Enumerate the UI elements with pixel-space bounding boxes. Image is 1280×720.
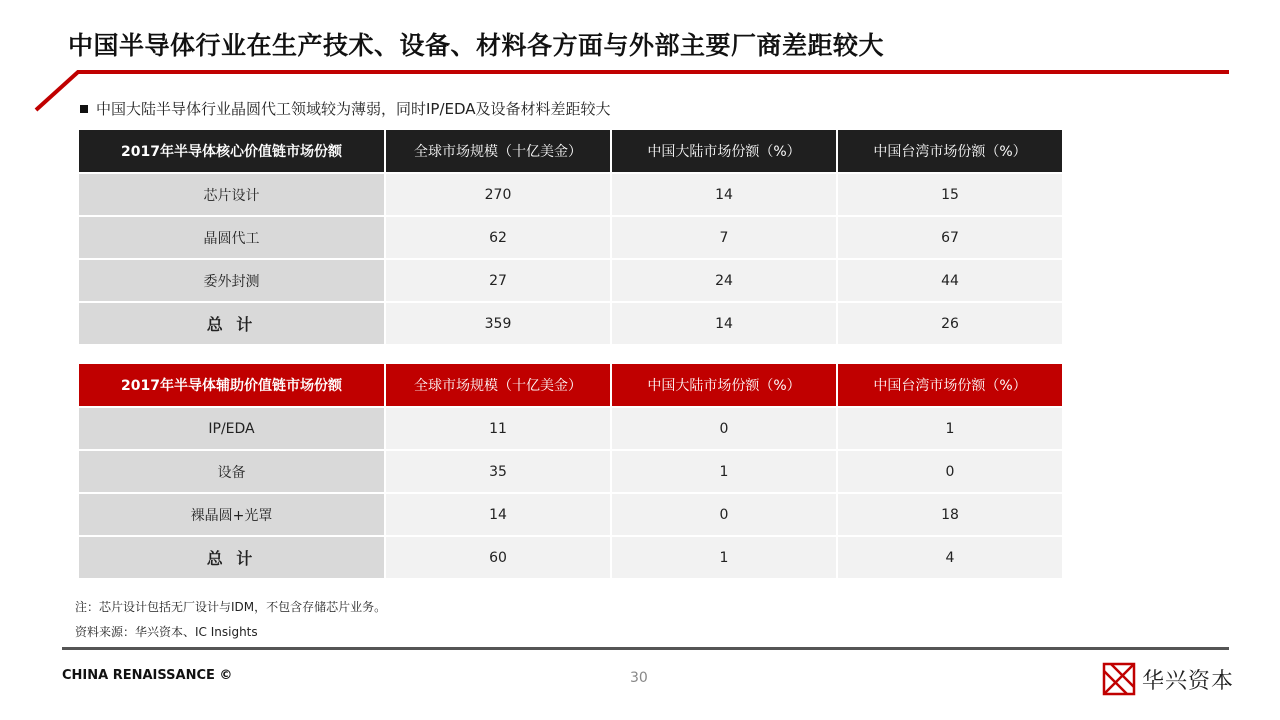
table-cell: 0 <box>612 494 836 535</box>
table-cell: 359 <box>386 303 610 344</box>
table-cell: 60 <box>386 537 610 578</box>
table-header-row <box>79 130 1062 172</box>
page-number: 30 <box>630 670 648 686</box>
table-cell: 1 <box>838 408 1062 449</box>
logo-mark-icon <box>1102 662 1136 696</box>
bullet-square-icon <box>80 105 88 113</box>
table-cell: 26 <box>838 303 1062 344</box>
table-row <box>79 494 1062 535</box>
table-cell: 15 <box>838 174 1062 215</box>
row-label: 委外封测 <box>79 260 384 301</box>
page-title: 中国半导体行业在生产技术、设备、材料各方面与外部主要厂商差距较大 <box>68 31 885 60</box>
table-cell: 24 <box>612 260 836 301</box>
row-label: 设备 <box>79 451 384 492</box>
auxiliary-value-chain-table <box>77 362 1064 580</box>
row-label: 裸晶圆+光罩 <box>79 494 384 535</box>
table-cell: 44 <box>838 260 1062 301</box>
row-label-total: 总 计 <box>79 303 384 344</box>
table-cell: 0 <box>612 408 836 449</box>
table-cell: 270 <box>386 174 610 215</box>
table-cell: 0 <box>838 451 1062 492</box>
bullet-point <box>80 98 611 119</box>
table-header-cell: 全球市场规模（十亿美金） <box>386 364 610 406</box>
table-header-cell: 2017年半导体核心价值链市场份额 <box>79 130 384 172</box>
row-label: 芯片设计 <box>79 174 384 215</box>
table-cell: 11 <box>386 408 610 449</box>
row-label: IP/EDA <box>79 408 384 449</box>
table-row <box>79 408 1062 449</box>
footer-divider <box>62 647 1229 650</box>
table-header-cell: 中国台湾市场份额（%） <box>838 364 1062 406</box>
bullet-text: 中国大陆半导体行业晶圆代工领域较为薄弱，同时IP/EDA及设备材料差距较大 <box>96 100 611 118</box>
footnote: 注：芯片设计包括无厂设计与IDM，不包含存储芯片业务。 <box>75 600 387 614</box>
table-header-cell: 中国大陆市场份额（%） <box>612 364 836 406</box>
table-cell: 14 <box>612 303 836 344</box>
table-header-cell: 中国台湾市场份额（%） <box>838 130 1062 172</box>
table-row <box>79 217 1062 258</box>
row-label-total: 总 计 <box>79 537 384 578</box>
table-row <box>79 174 1062 215</box>
table-cell: 4 <box>838 537 1062 578</box>
table-total-row <box>79 537 1062 578</box>
logo-text: 华兴资本 <box>1142 668 1235 694</box>
footer-brand: CHINA RENAISSANCE © <box>62 668 233 683</box>
table-header-cell: 中国大陆市场份额（%） <box>612 130 836 172</box>
table-header-cell: 全球市场规模（十亿美金） <box>386 130 610 172</box>
table-cell: 14 <box>386 494 610 535</box>
core-value-chain-table <box>77 128 1064 346</box>
table-row <box>79 260 1062 301</box>
table-cell: 67 <box>838 217 1062 258</box>
table-cell: 1 <box>612 537 836 578</box>
table-cell: 18 <box>838 494 1062 535</box>
table-row <box>79 451 1062 492</box>
table-cell: 35 <box>386 451 610 492</box>
table-cell: 1 <box>612 451 836 492</box>
company-logo <box>1102 662 1234 696</box>
table-total-row <box>79 303 1062 344</box>
table-cell: 62 <box>386 217 610 258</box>
table-cell: 14 <box>612 174 836 215</box>
source-note: 资料来源：华兴资本、IC Insights <box>75 625 258 639</box>
table-cell: 7 <box>612 217 836 258</box>
table-cell: 27 <box>386 260 610 301</box>
table-header-cell: 2017年半导体辅助价值链市场份额 <box>79 364 384 406</box>
table-header-row <box>79 364 1062 406</box>
row-label: 晶圆代工 <box>79 217 384 258</box>
